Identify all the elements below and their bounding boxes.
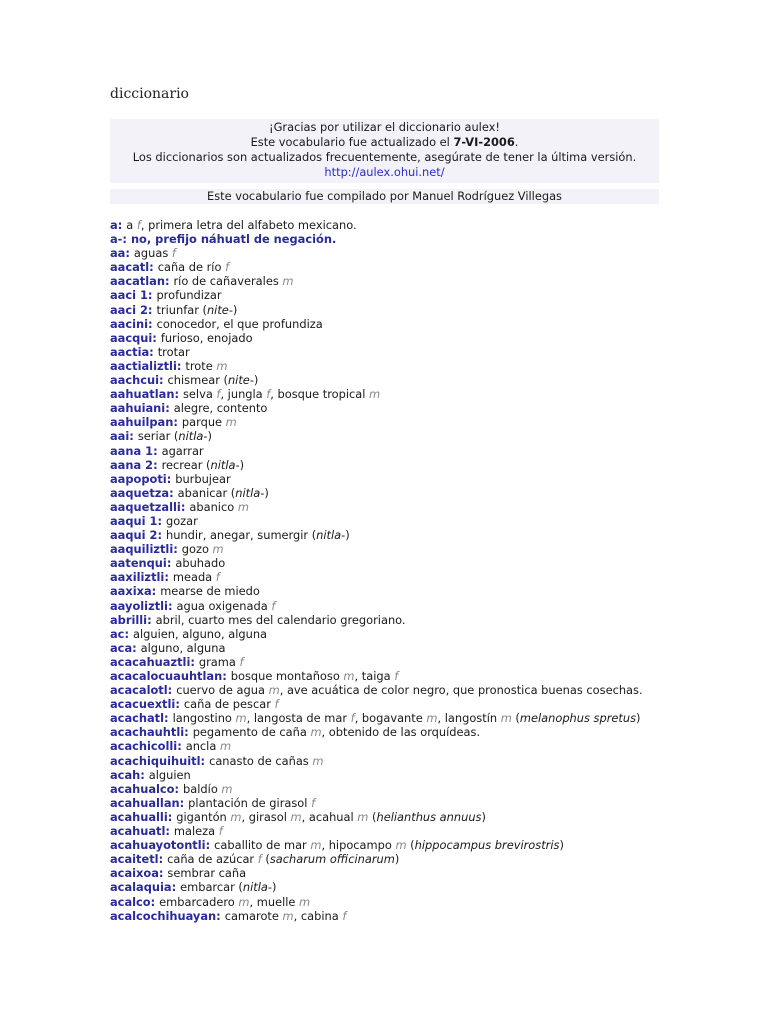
dictionary-entry: aca: alguno, alguna (110, 640, 226, 655)
definition-text: agarrar (161, 443, 204, 458)
entry-list (110, 218, 670, 923)
definition-text: embarcar ( (180, 880, 243, 895)
dictionary-entry: acahuatl: maleza f (110, 824, 223, 839)
definition-text: -) (260, 485, 269, 500)
gender-marker: m (282, 908, 294, 923)
definition-text: , primera letra del alfabeto mexicano. (140, 218, 357, 232)
headword: aana 2 (110, 457, 154, 472)
headword: acah (110, 767, 141, 782)
definition-text: , muelle (249, 894, 300, 909)
headword: acacahuaztli (110, 654, 191, 669)
dictionary-entry: aaqui 1: gozar (110, 513, 198, 528)
dictionary-entry: acaixoa: sembrar caña (110, 866, 247, 881)
gender-marker: m (238, 894, 250, 909)
definition-text: grama (198, 654, 240, 669)
definition-text: , girasol (241, 809, 291, 824)
definition-text: aguas (133, 246, 172, 261)
definition-text: alguien, alguno, alguna (132, 626, 268, 641)
dictionary-entry: acahualli: gigantón m, girasol m, acahual m (helianthus annuus) (110, 809, 486, 824)
gender-marker: m (219, 739, 232, 754)
headword: aacatl (110, 260, 150, 275)
headword: a (110, 218, 118, 232)
definition-text: gozar (165, 513, 198, 528)
dictionary-entry: abrilli: abril, cuarto mes del calendario gregoriano. (110, 612, 406, 627)
headword: acahualco (110, 781, 175, 796)
italic-note: hippocampus brevirostris (414, 838, 560, 853)
dictionary-entry: aaquetzalli: abanico m (110, 499, 249, 514)
dictionary-entry: aacatl: caña de río f (110, 260, 230, 275)
definition-text: trotar (157, 344, 190, 359)
definition-text: caña de río (157, 260, 226, 275)
dictionary-entry: acahuayotontli: caballito de mar m, hipocampo m (hippocampus brevirostris) (110, 838, 564, 853)
dictionary-entry: aapopoti: burbujear (110, 471, 231, 486)
definition-text: alguien (148, 767, 191, 782)
definition-text: alegre, contento (173, 401, 268, 416)
gender-marker: m (237, 499, 249, 514)
gender-marker: m (290, 809, 302, 824)
headword: aachcui (110, 373, 159, 388)
headword: aacini (110, 316, 149, 331)
definition-text: cuervo de agua (176, 683, 269, 698)
definition-text: , taiga (354, 669, 395, 683)
headword: acacalotl (110, 683, 168, 698)
dictionary-entry: a-: no, prefijo náhuatl de negación. (110, 232, 337, 247)
definition-text: caña de azúcar (167, 852, 258, 867)
definition-text: , acahual (301, 809, 358, 824)
definition-text: bosque montañoso (230, 669, 344, 683)
definition-text: caballito de mar (214, 838, 311, 853)
definition-text: sembrar caña (167, 866, 247, 881)
definition-text: mearse de miedo (160, 584, 260, 599)
dictionary-entry: aa: aguas f (110, 246, 176, 261)
dictionary-entry: acachauhtli: pegamento de caña m, obtenido de las orquídeas. (110, 725, 481, 740)
headword: acachiquihuitl (110, 753, 201, 768)
definition-text: embarcadero (159, 894, 239, 909)
definition-text: , cabina (293, 908, 343, 923)
italic-note: nitla (242, 880, 268, 895)
gender-marker: f (171, 246, 176, 261)
gender-marker: m (299, 894, 311, 909)
italic-note: melanophus spretus (519, 711, 637, 726)
dictionary-entry: acah: alguien (110, 767, 191, 782)
headword: acachicolli (110, 739, 178, 754)
definition-text: burbujear (175, 471, 231, 486)
definition-text: trote (185, 358, 217, 373)
definition-text: ( (511, 711, 520, 726)
headword: aana 1 (110, 443, 154, 458)
headword: aaquetza (110, 485, 170, 500)
gender-marker: m (426, 711, 438, 726)
definition-text: no, prefijo náhuatl de negación. (130, 232, 337, 247)
definition-text: gigantón (176, 809, 231, 824)
headword: aaquiliztli (110, 542, 174, 557)
definition-text: hundir, anegar, sumergir ( (165, 528, 317, 543)
definition-text: pegamento de caña (192, 725, 311, 740)
italic-note: nite (227, 373, 250, 388)
definition-text: abril, cuarto mes del calendario gregoriano. (155, 612, 406, 627)
dictionary-entry: acachiquihuitl: canasto de cañas m (110, 753, 324, 768)
headword: acahuatl (110, 824, 166, 839)
definition-text: plantación de girasol (188, 795, 312, 810)
headword: acaitetl (110, 852, 159, 867)
headword: a- (110, 232, 123, 247)
gender-marker: m (225, 415, 237, 430)
gender-marker: m (357, 809, 369, 824)
definition-text: -) (203, 429, 212, 444)
headword: aaci 1 (110, 288, 148, 303)
dictionary-entry: aacqui: furioso, enojado (110, 330, 253, 345)
dictionary-entry: aana 1: agarrar (110, 443, 204, 458)
dictionary-entry: aayoliztli: agua oxigenada f (110, 598, 276, 613)
banner-note: Los diccionarios son actualizados frecuentemente, asegúrate de tener la última versión. (132, 150, 637, 164)
definition-text: baldío (183, 781, 222, 796)
dictionary-entry: aaxixa: mearse de miedo (110, 584, 260, 599)
definition-text: , langostín (437, 711, 501, 726)
definition-text: selva (182, 387, 217, 402)
dictionary-entry: aahuatlan: selva f, jungla f, bosque tropical m (110, 387, 381, 402)
headword: acalaquia (110, 880, 172, 895)
dictionary-entry: aaxiliztli: meada f (110, 570, 220, 585)
dictionary-entry: acacahuaztli: grama f (110, 654, 244, 669)
definition-text: alguno, alguna (140, 640, 226, 655)
headword: aatenqui (110, 556, 167, 571)
dictionary-entry: aaquiliztli: gozo m (110, 542, 224, 557)
dictionary-entry: aahuilpan: parque m (110, 415, 237, 430)
gender-marker: m (369, 387, 381, 402)
dictionary-entry: acahuallan: plantación de girasol f (110, 795, 316, 810)
update-banner (110, 119, 659, 183)
gender-marker: m (216, 358, 228, 373)
italic-note: sacharum officinarum (269, 852, 395, 867)
dictionary-entry: aaci 2: triunfar (nite-) (110, 302, 238, 317)
compiled-by: Este vocabulario fue compilado por Manuel Rodríguez Villegas (110, 189, 659, 204)
gender-marker: m (312, 753, 324, 768)
headword: acahuayotontli (110, 838, 206, 853)
definition-text: ) (394, 852, 400, 867)
headword: aahuiani (110, 401, 166, 416)
definition-text: canasto de cañas (209, 753, 313, 768)
gender-marker: f (215, 570, 220, 585)
italic-note: nitla (235, 485, 261, 500)
banner-thanks: ¡Gracias por utilizar el diccionario aulex! (269, 120, 500, 134)
definition-text: parque (181, 415, 226, 430)
dictionary-entry: aatenqui: abuhado (110, 556, 226, 571)
headword: aahuilpan (110, 415, 174, 430)
headword: aa (110, 246, 126, 261)
dictionary-entry: acaitetl: caña de azúcar f (sacharum officinarum) (110, 852, 400, 867)
gender-marker: m (310, 725, 322, 740)
definition-text: meada (172, 570, 216, 585)
gender-marker: m (395, 838, 407, 853)
definition-text: ( (368, 809, 377, 824)
gender-marker: m (500, 711, 512, 726)
dictionary-entry: aactializtli: trote m (110, 358, 228, 373)
headword: aaqui 2 (110, 528, 158, 543)
definition-text: langostino (172, 711, 236, 726)
definition-text: ) (559, 838, 564, 853)
definition-text: profundizar (156, 288, 222, 303)
dictionary-entry: acacalotl: cuervo de agua m, ave acuática de color negro, que pronostica buenas cosechas. (110, 683, 643, 698)
gender-marker: f (342, 908, 347, 923)
definition-text: abanicar ( (177, 485, 236, 500)
gender-marker: f (311, 795, 316, 810)
gender-marker: m (221, 781, 233, 796)
definition-text: -) (228, 302, 238, 317)
definition-text: ancla (185, 739, 220, 754)
definition-text: , ave acuática de color negro, que pronostica buenas cosechas. (279, 683, 643, 698)
dictionary-entry: aai: seriar (nitla-) (110, 429, 212, 444)
definition-text: , bosque tropical (270, 387, 370, 402)
gender-marker: m (230, 809, 242, 824)
definition-text: -) (267, 880, 277, 895)
headword: acalco (110, 894, 151, 909)
gender-marker: f (257, 852, 262, 867)
gender-marker: m (282, 274, 294, 289)
headword: ac (110, 626, 125, 641)
definition-text: ( (261, 852, 270, 867)
definition-text: recrear ( (161, 457, 211, 472)
headword: aaqui 1 (110, 513, 158, 528)
aulex-link[interactable]: http://aulex.ohui.net/ (324, 165, 445, 179)
headword: aaxixa (110, 584, 152, 599)
gender-marker: f (266, 387, 271, 402)
gender-marker: m (268, 683, 280, 698)
dictionary-entry: aaquetza: abanicar (nitla-) (110, 485, 269, 500)
page-title: diccionario (110, 86, 189, 102)
definition-text: agua oxigenada (176, 598, 272, 613)
banner-updated: Este vocabulario fue actualizado el 7-VI-2006. (250, 135, 519, 149)
dictionary-entry: acachatl: langostino m, langosta de mar f, bogavante m, langostín m (melanophus spretus) (110, 711, 641, 726)
dictionary-entry: acalcochihuayan: camarote m, cabina f (110, 908, 347, 923)
definition-text: ) (636, 711, 641, 726)
definition-text: abuhado (175, 556, 226, 571)
headword: abrilli (110, 612, 148, 627)
definition-text: -) (249, 373, 259, 388)
italic-note: nitla (178, 429, 204, 444)
definition-text: , obtenido de las orquídeas. (321, 725, 481, 740)
headword: aaci 2 (110, 302, 148, 317)
definition-text: , langosta de mar (246, 711, 351, 726)
gender-marker: m (343, 669, 355, 683)
headword: aayoliztli (110, 598, 168, 613)
gender-marker: f (225, 260, 230, 275)
headword: aactia (110, 344, 150, 359)
headword: acacalocuauhtlan (110, 669, 223, 683)
headword: acachatl (110, 711, 165, 726)
headword: aahuatlan (110, 387, 175, 402)
dictionary-entry: acalaquia: embarcar (nitla-) (110, 880, 277, 895)
dictionary-entry: aacatlan: río de cañaverales m (110, 274, 294, 289)
definition-text: , bogavante (354, 711, 427, 726)
definition-text: ) (481, 809, 486, 824)
dictionary-entry: acacalocuauhtlan: bosque montañoso m, taiga f (110, 669, 399, 683)
headword: aaquetzalli (110, 499, 181, 514)
definition-text: , hipocampo (321, 838, 396, 853)
headword: aaxiliztli (110, 570, 165, 585)
dictionary-entry: aacini: conocedor, el que profundiza (110, 316, 323, 331)
definition-text: -) (341, 528, 350, 543)
headword: aactializtli (110, 358, 177, 373)
definition-text: a (126, 218, 137, 232)
gender-marker: m (310, 838, 322, 853)
definition-text: río de cañaverales (173, 274, 283, 289)
definition-text: , jungla (220, 387, 267, 402)
dictionary-entry: acachicolli: ancla m (110, 739, 232, 754)
gender-marker: f (274, 697, 279, 712)
definition-text: chismear ( (167, 373, 228, 388)
headword: aacqui (110, 330, 153, 345)
gender-marker: f (239, 654, 244, 669)
gender-marker: f (216, 387, 221, 402)
dictionary-entry: aaqui 2: hundir, anegar, sumergir (nitla-) (110, 528, 350, 543)
dictionary-entry: a: a f, primera letra del alfabeto mexicano. (110, 218, 357, 232)
headword: acahualli (110, 809, 168, 824)
headword: acalcochihuayan (110, 908, 217, 923)
dictionary-entry: aana 2: recrear (nitla-) (110, 457, 245, 472)
definition-text: abanico (189, 499, 238, 514)
dictionary-entry: acahualco: baldío m (110, 781, 233, 796)
dictionary-entry: acalco: embarcadero m, muelle m (110, 894, 311, 909)
dictionary-entry: acacuextli: caña de pescar f (110, 697, 279, 712)
dictionary-entry: ac: alguien, alguno, alguna (110, 626, 268, 641)
gender-marker: f (136, 218, 141, 232)
headword: aapopoti (110, 471, 167, 486)
italic-note: nite (206, 302, 229, 317)
definition-text: seriar ( (137, 429, 179, 444)
dictionary-entry: aaci 1: profundizar (110, 288, 222, 303)
dictionary-entry: aactia: trotar (110, 344, 190, 359)
gender-marker: f (394, 669, 399, 683)
headword: acahuallan (110, 795, 180, 810)
headword: aai (110, 429, 130, 444)
definition-text: caña de pescar (183, 697, 275, 712)
gender-marker: m (235, 711, 247, 726)
gender-marker: f (350, 711, 355, 726)
headword: acaixoa (110, 866, 159, 881)
gender-marker: f (218, 824, 223, 839)
gender-marker: m (212, 542, 224, 557)
definition-text: ( (406, 838, 415, 853)
headword: aacatlan (110, 274, 165, 289)
definition-text: -) (235, 457, 245, 472)
italic-note: helianthus annuus (376, 809, 482, 824)
italic-note: nitla (316, 528, 342, 543)
definition-text: furioso, enojado (160, 330, 253, 345)
update-date: 7-VI-2006 (453, 135, 515, 149)
definition-text: conocedor, el que profundiza (156, 316, 323, 331)
definition-text: triunfar ( (156, 302, 207, 317)
dictionary-entry: aahuiani: alegre, contento (110, 401, 268, 416)
definition-text: gozo (181, 542, 213, 557)
headword: aca (110, 640, 133, 655)
definition-text: maleza (173, 824, 219, 839)
dictionary-entry: aachcui: chismear (nite-) (110, 373, 259, 388)
definition-text: camarote (224, 908, 283, 923)
italic-note: nitla (210, 457, 236, 472)
gender-marker: f (271, 598, 276, 613)
headword: acacuextli (110, 697, 176, 712)
headword: acachauhtli (110, 725, 185, 740)
